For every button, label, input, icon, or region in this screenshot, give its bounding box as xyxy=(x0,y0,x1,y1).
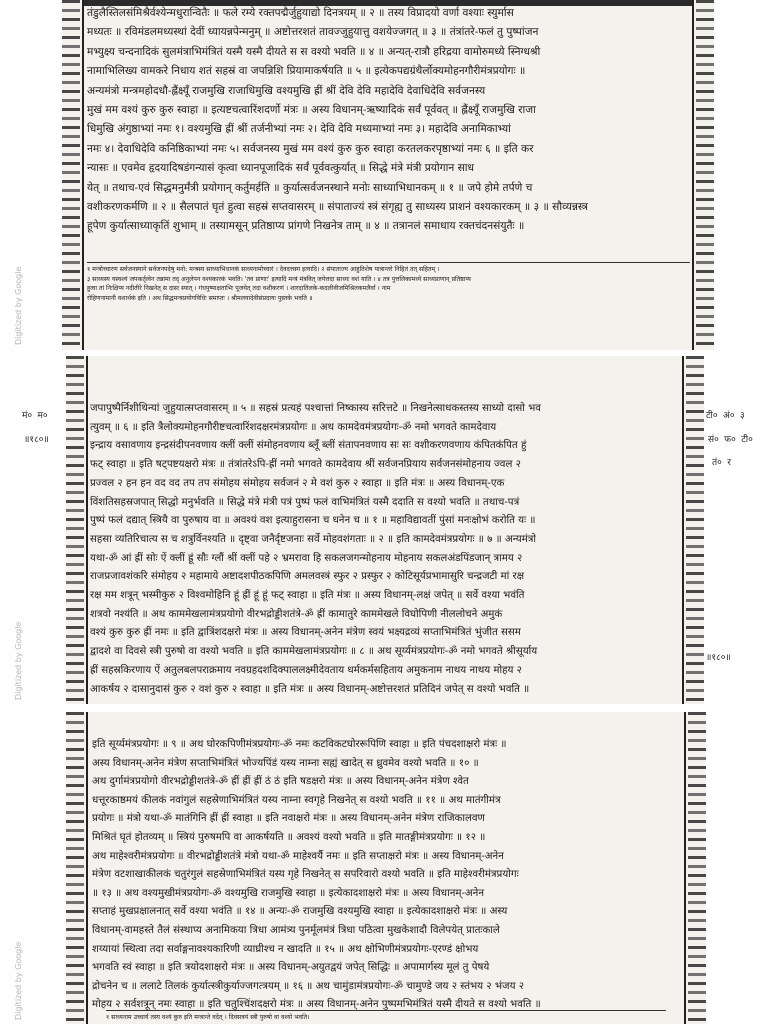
text-line: मध्यतः ॥ रविमंडलमध्यस्थां देवीं ध्यायन्नपेन्मनुम् ॥ अष्टोत्तरशतं तावज्जुहुयात्तु वशयेज्जगत् ॥ ३ ॥ तंत्रांतरे-फलं तु पुष्पांजन xyxy=(87,26,539,39)
ornamental-border-left xyxy=(66,712,84,1024)
body-text-1 xyxy=(87,4,690,260)
border-rule-right xyxy=(682,356,684,704)
page-strip-1 xyxy=(62,0,714,350)
margin-note-left-1: मं० म० xyxy=(22,411,48,421)
text-line: रक्ष मम शत्रून् भस्मीकुरु २ विश्वमोहिनि हूं ह्रीं हूं हूं फट् स्वाहा ॥ इति मंत्रः ॥ अस्य विधानम्-लक्षं जपेत् ॥ सर्वे वश्या भवंति xyxy=(90,590,525,602)
text-line: प्रयोगः ॥ मंत्रो यथा-ॐ मातंगिनि ह्रीं ह्रीं स्वाहा ॥ इति नवाक्षरो मंत्रः ॥ अस्य विधानम्-अनेन मंत्रेण राजिकालवण xyxy=(92,813,485,825)
margin-note-right-2: सं० फ० टी० xyxy=(708,435,753,445)
text-line: वशीकरणकर्मणि ॥ २ ॥ सैलपातं घृतं हुत्वा सहस्रं सप्तवासरम् ॥ संपाताज्यं स्त्रं संगृह्य तु साध्यस्य प्राशनं वश्यकारकम् ॥ ३ ॥ सौव्यन्नस्त्र xyxy=(87,201,588,214)
text-line: ह्रीं सहस्रकिरणाय ऐं अतुलबलपराक्रमाय नवग्रहदशदिक्पाललक्ष्मीदेवताय धर्मकर्मसहिताय अमुकनाम नाथय नाथय मोहय २ xyxy=(90,664,522,676)
text-line: ॥ १३ ॥ अथ वश्यमुखीमंत्रप्रयोगः-ॐ वश्यमुखि राजमुखि स्वाहा ॥ इत्येकादशाक्षरो मंत्रः ॥ अस्य विधानम्-अनेन xyxy=(92,887,484,899)
text-line: पुष्पं फलं दद्यात् स्त्रियै वा पुरुषाय वा ॥ अवश्यं वश इत्याहुरासना च धनेन च ॥ १ ॥ महाविद्यावतीं पुंसां मनःक्षोभं करोति यः ॥ xyxy=(90,515,536,527)
footnote-partial xyxy=(106,1010,666,1025)
text-line: आकर्षय २ दासानुदासं कुरु २ वशं कुरु २ स्वाहा ॥ इति मंत्रः ॥ अस्य विधानम्-अष्टोत्तरशतं प्रतिदिनं जपेत् स वश्यो भवति ॥ xyxy=(90,683,530,695)
text-line: मुखं मम वश्यं कुरु कुरु स्वाहा ॥ इत्यष्टचत्वारिंशदर्णो मंत्रः ॥ अस्य विधानम्-ऋष्यादिकं सर्वं पूर्ववत् ॥ ह्लैंक्ष्यूँ राजमुखि राजा xyxy=(87,104,536,117)
text-line: अस्य विधानम्-अनेन मंत्रेण सप्ताभिमंत्रितं भोज्यपिंडं यस्य नाम्ना सह्यं खादेत् स ध्रुवमेव वश्यो भवति ॥ १० ॥ xyxy=(92,757,479,769)
text-line: धिमुखि अंगुष्ठाभ्यां नमः १। वश्यमुखि ह्रीं श्रीं तर्जनीभ्यां नमः २। देवि देवि मध्यमाभ्यां नमः ३। महादेवि अनामिकाभ्यां xyxy=(87,123,511,136)
text-line: अन्यमंत्रो मन्त्रमहोदधौ-ह्लैंक्ष्यूँ राजमुखि राजाधिमुखि वश्यमुखि ह्रीं श्रीं देवि देवि महादेवि देवाधिदेवि सर्वजनस्य xyxy=(87,84,486,97)
text-line: इति सूर्य्यमंत्रप्रयोगः ॥ ९ ॥ अथ घोरकपिणीमंत्रप्रयोगः-ॐ नमः कटविकटघोररूपिणि स्वाहा ॥ इति पंचदशाक्षरो मंत्रः ॥ xyxy=(92,739,507,750)
text-line: यथा-ॐ आं ह्रीं सोः ऐं क्लीं ह्रूं सौः ग्लौं श्रीं क्लीं पहे २ भ्रमरावा हि सकलजगन्मोहनाय मोहनाय सकलअंडपिंडजान् त्रामय २ xyxy=(90,552,523,564)
ornamental-border-right xyxy=(688,712,706,1024)
text-line: मंत्रेण वटशाखाकीलकं चतुरंगुलं सहस्रेणाभिमंत्रितं यस्य गृहे निखनेत् स सपरिवारो वश्यो भवति ॥ इति माहेश्वरीमंत्रप्रयोगः xyxy=(92,869,519,881)
text-line: नमः ४। देवाधिदेवि कनिष्ठिकाभ्यां नमः ५। सर्वजनस्य मुखं मम वश्यं कुरु कुरु स्वाहा करतलकरपृष्ठाभ्यां नमः ६ ॥ इति कर xyxy=(87,142,534,155)
margin-note-right-4: ॥१८०॥ xyxy=(706,653,731,663)
footnotes-1 xyxy=(87,262,690,345)
border-rule-right xyxy=(692,0,694,350)
border-rule-right xyxy=(684,712,686,1024)
text-line: फट् स्वाहा ॥ इति षट्पष्टयक्षरो मंत्रः ॥ तंत्रांतरेऽपि-ह्रीं नमो भगवते कामदेवाय श्रीं सर्वजनप्रियाय सर्वजनसंमोहनाय ज्वल २ xyxy=(90,459,521,471)
text-line: द्वादशे वा दिवसे स्त्री पुरुषो वा वश्यो भवति ॥ इति काममेखलामंत्रप्रयोगः ॥ ८ ॥ अथ सूर्य्यमंत्रप्रयोगः-ॐ नमो भगवते श्रीसूर्याय xyxy=(90,646,538,658)
footnote-line: रोहिणनामानी वशार्थकं इति । अथ सिद्धमन्त्रप्रयोगविधिः समाप्तः । श्रीमलयादेवीसंप्रदायः पुस्तके भवति ॥ xyxy=(87,294,313,302)
text-line: राजप्रजावशंकरि संमोहय २ महामाये अष्टादशपीठकपिणि अमलवस्त्रं स्फुर २ प्रस्फुर २ कोटिसूर्यप्रभामासुरि चन्द्रजटी मां रक्ष xyxy=(90,571,524,583)
watermark-3: Digitized by Google xyxy=(14,941,23,1020)
watermark-1: Digitized by Google xyxy=(14,266,23,345)
text-line: शय्यायां स्थित्वा तदा सर्वाङ्गनावश्यकारिणी व्याघ्रीश्च न खादति ॥ १५ ॥ अथ क्षोभिणीमंत्रप्रयोगः-एरण्डं क्षोभय xyxy=(92,943,479,955)
text-line: अथ माहेश्वरीमंत्रप्रयोगः ॥ वीरभद्रोड्डीशतंत्रे मंत्रो यथा-ॐ माहेश्वर्यै नमः ॥ इति सप्ताक्षरो मंत्रः ॥ अस्य विधानम्-अनेन xyxy=(92,850,504,862)
text-line: शत्रवो नश्यंति ॥ अथ काममेखलामंत्रप्रयोगो वीरभद्रोड्डीशतंत्रे-ॐ ह्रीं कामातुरे काममेखले विघोपिणी नीललोचने अमुकं xyxy=(90,608,503,620)
text-line: जपापुष्पैर्निशीथिन्यां जुहुयात्सप्तवासरम् ॥ ५ ॥ सहस्रं प्रत्यहं पश्चात्तां निष्कास्य सरित्तटे ॥ निखनेत्साधकस्तस्य साध्यो दासो भव xyxy=(90,403,541,414)
text-line: हूपेण कुर्यात्साध्याकृतिं शुभाम् ॥ तस्यामसून् प्रतिष्ठाप्य प्रांगणे निखनेत्र ताम् ॥ ४ ॥ तत्रानलं समाधाय रक्तचंदनसंयुतैः ॥ xyxy=(87,220,525,233)
text-line: विधानम्-वामहस्ते तैलं संस्थाप्य अनामिकया त्रिधा आमंत्र्य पुनर्मूलमंत्रं त्रिधा पठित्वा मुखकेशादौ विलेपयेत् प्रातःकाले xyxy=(92,924,500,936)
text-line: तंडुलैस्तिलसंमिश्रैर्वश्येन्मधुरान्वितैः ॥ फले रम्ये रक्तपद्मैर्जुहुयाद्यो दिनत्रयम् ॥ २ ॥ तस्य विप्रादयो वर्णा वश्याः स्युर्मास xyxy=(87,7,514,19)
margin-note-left-2: ॥१८०॥ xyxy=(24,435,49,445)
margin-note-right-3: तं० र xyxy=(712,458,731,468)
text-line: भगवति स्वं स्वाहा ॥ इति त्रयोदशाक्षरो मंत्रः ॥ अस्य विधानम्-अयुतद्वयं जपेत् सिद्धिः ॥ अपामार्गस्य मूलं तु पेषये xyxy=(92,962,490,974)
text-line: सप्ताहं मुखप्रक्षालनात् सर्वे वश्या भवंति ॥ १४ ॥ अन्यः-ॐ राजमुखि वश्यमुखि स्वाहा ॥ इत्येकादशाक्षरो मंत्रः ॥ अस्य xyxy=(92,906,508,918)
footnote-line: ३ साध्यस्य यस्वश्यं जपकर्तृत्वेन तन्नामा तद् अनुलेपन वश्यकारकं भवति। 'तव प्राणाः' इत्यादि मन्त्रं मंत्रवित् जपेत्तदा साध्यः वशं याति । ४ तत्र पुत्तलिकामध्ये साध्यप्राणान् प्रतिष्ठाप्य xyxy=(87,275,471,283)
text-line: अथ दुर्गामंत्रप्रयोगो वीरभद्रोड्डीशतंत्रे-ॐ ह्रीं ह्रीं ह्रीं ठं ठं इति षडक्षरो मंत्रः ॥ अस्य विधानम्-अनेन मंत्रेण श्वेत xyxy=(92,776,469,788)
text-line: मोहय २ सर्वशत्रून् नमः स्वाहा ॥ इति चतुश्चिंशदक्षरो मंत्रः ॥ अस्य विधानम्-अनेन पुष्पमभिमंत्रितं यस्मै दीयते स वश्यो भवति ॥ xyxy=(92,999,541,1011)
text-line: मभ्युक्ष्य चन्दनादिकं सुलमंत्राभिमंत्रितं यस्मै यस्मै दीयते स स वश्यो भवति ॥ ४ ॥ अन्यत्-रात्रौ हरिद्रया वामोरुमध्ये स्निग्धश्री xyxy=(87,45,541,58)
ornamental-border-left xyxy=(66,356,84,704)
page-strip-3 xyxy=(66,712,706,1024)
text-line: सहसा व्यतिरिचात्य स च शत्रुर्विनश्यति ॥ दृष्ट्वा जनैर्दृष्टजनाः सर्वे मोहवशंगताः ॥ २ ॥ इति कामदेवमंत्रप्रयोगः ॥ ७ ॥ अन्यमंत्रो xyxy=(90,533,537,545)
text-line: द्रोचनेन च ॥ ललाटे तिलकं कुर्यात्स्त्रीकुर्याज्जगत्त्रयम् ॥ १६ ॥ अथ चामुंडामंत्रप्रयोगः-ॐ चामुण्डे जय २ स्तंभय २ भंजय २ xyxy=(92,980,525,992)
text-line: नामाभिलिख्य वामकरे निधाय शतं सहस्रं वा जपन्निशि प्रियामाकर्षयति ॥ ५ ॥ इत्येकपद्यग्रंथैर्लोक्यमोहनगौरीमंत्रप्रयोगः ॥ xyxy=(87,65,526,78)
margin-note-right-1: टी० अं० ३ xyxy=(706,411,745,421)
border-rule-left xyxy=(86,356,88,704)
text-line: धत्तूरकाष्ठमयं कीलकं नवांगुलं सहस्रेणाभिमंत्रितं यस्य नाम्ना स्वगृहे निखनेत् स वश्यो भवति ॥ ११ ॥ अथ मातंगीमंत्र xyxy=(92,794,501,806)
body-text-3 xyxy=(92,736,682,1011)
text-line: न्यासः ॥ एवमेव हृदयादिषडंगन्यासं कृत्वा ध्यानपूजादिकं सर्वं पूर्ववत्कुर्यात् ॥ सिद्धे मंत्रे मंत्री प्रयोगान साध xyxy=(87,162,475,175)
footnote-line: १ साध्यनाम उच्चार्य तस्य वश्यं कुरु इति मन्त्रान्ते वदेत् । दिवसत्रयं स्त्री पुरुषो वा वश्यो भवति। xyxy=(106,1014,310,1021)
body-text-2 xyxy=(90,400,680,702)
text-line: येत् ॥ तथाच-एवं सिद्धमनुर्मंत्री प्रयोगान् कर्तुमर्हति ॥ कुर्यात्सर्वजनस्थाने मनोः साध्याभिधानकम् ॥ १ ॥ जपे होमे तर्पणे च xyxy=(87,181,533,194)
text-line: प्रज्वल २ हन हन वद वद तप तप संमोहय संमोहय सर्वजनं २ मे वशं कुरु २ स्वाहा ॥ इति मंत्रः ॥ अस्य विधानम्-एक xyxy=(90,477,505,489)
watermark-2: Digitized by Google xyxy=(14,621,23,700)
text-line: विंशतिसहस्रजपात् सिद्धो मनुर्भवति ॥ सिद्धे मंत्रे मंत्री पत्रं पुष्पं फलं वाभिमंत्रितं यस्मै ददाति स वश्यो भवति ॥ तथाच-पत्रं xyxy=(90,496,520,508)
ornamental-border-right xyxy=(686,356,704,704)
border-rule-left xyxy=(82,0,84,350)
page-strip-2 xyxy=(66,356,704,704)
text-line: वश्यं कुरु कुरु ह्रीं नमः ॥ इति द्वात्रिंशदक्षरो मंत्रः ॥ अस्य विधानम्-अनेन मंत्रेण स्वयं भक्ष्यद्रव्यं सप्ताभिमंत्रितं भुंजीत ससम xyxy=(90,627,521,639)
footnote-line: १ मन्त्रोच्चारण सर्वजनस्याने सर्वजनपदेषु मनो: मन्त्रस्य साध्याभिधानकं साध्यनामोच्चारं । देवदत्तस्य इत्यादि। २ संपाताज्य आहुतिशेष पात्रान्तरे निहितं तत् सहितम् । xyxy=(87,266,440,273)
footnote-line: हुत्वा तां निःक्षिप्य नदीतीरे निखनेत् स दासः स्यात् । गंधपुष्पाक्षताभिः पूजयेत् तदा वशीकरणं । शारदातिलके-कदलीवीजमिश्रितकमलैर्वा । नाम xyxy=(87,285,391,293)
text-line: त्युवम् ॥ ६ ॥ इति त्रैलोक्यमोहनगौरीष्टचत्वारिंशदक्षरमंत्रप्रयोगः ॥ अथ कामदेवमंत्रप्रयोगः-ॐ नमो भगवते कामदेवाय xyxy=(90,421,497,433)
border-rule-left xyxy=(86,712,88,1024)
ornamental-border-right xyxy=(696,0,714,350)
ornamental-border-left xyxy=(62,0,80,350)
text-line: मिश्रितं घृतं होतव्यम् ॥ स्त्रियं पुरुषमपि वा आकर्षयति ॥ अवश्यं वश्यो भवति ॥ इति मातङ्गीमंत्रप्रयोगः ॥ १२ ॥ xyxy=(92,831,486,843)
text-line: इन्द्राय वसावणाय इन्द्रसंदीपनवणाय क्लीं क्लीं संमोहनवणाय ब्लूँ ब्लीं संतापनवणाय सः सः वशीकरणवणाय कंपितकंपित हुं xyxy=(90,440,527,452)
